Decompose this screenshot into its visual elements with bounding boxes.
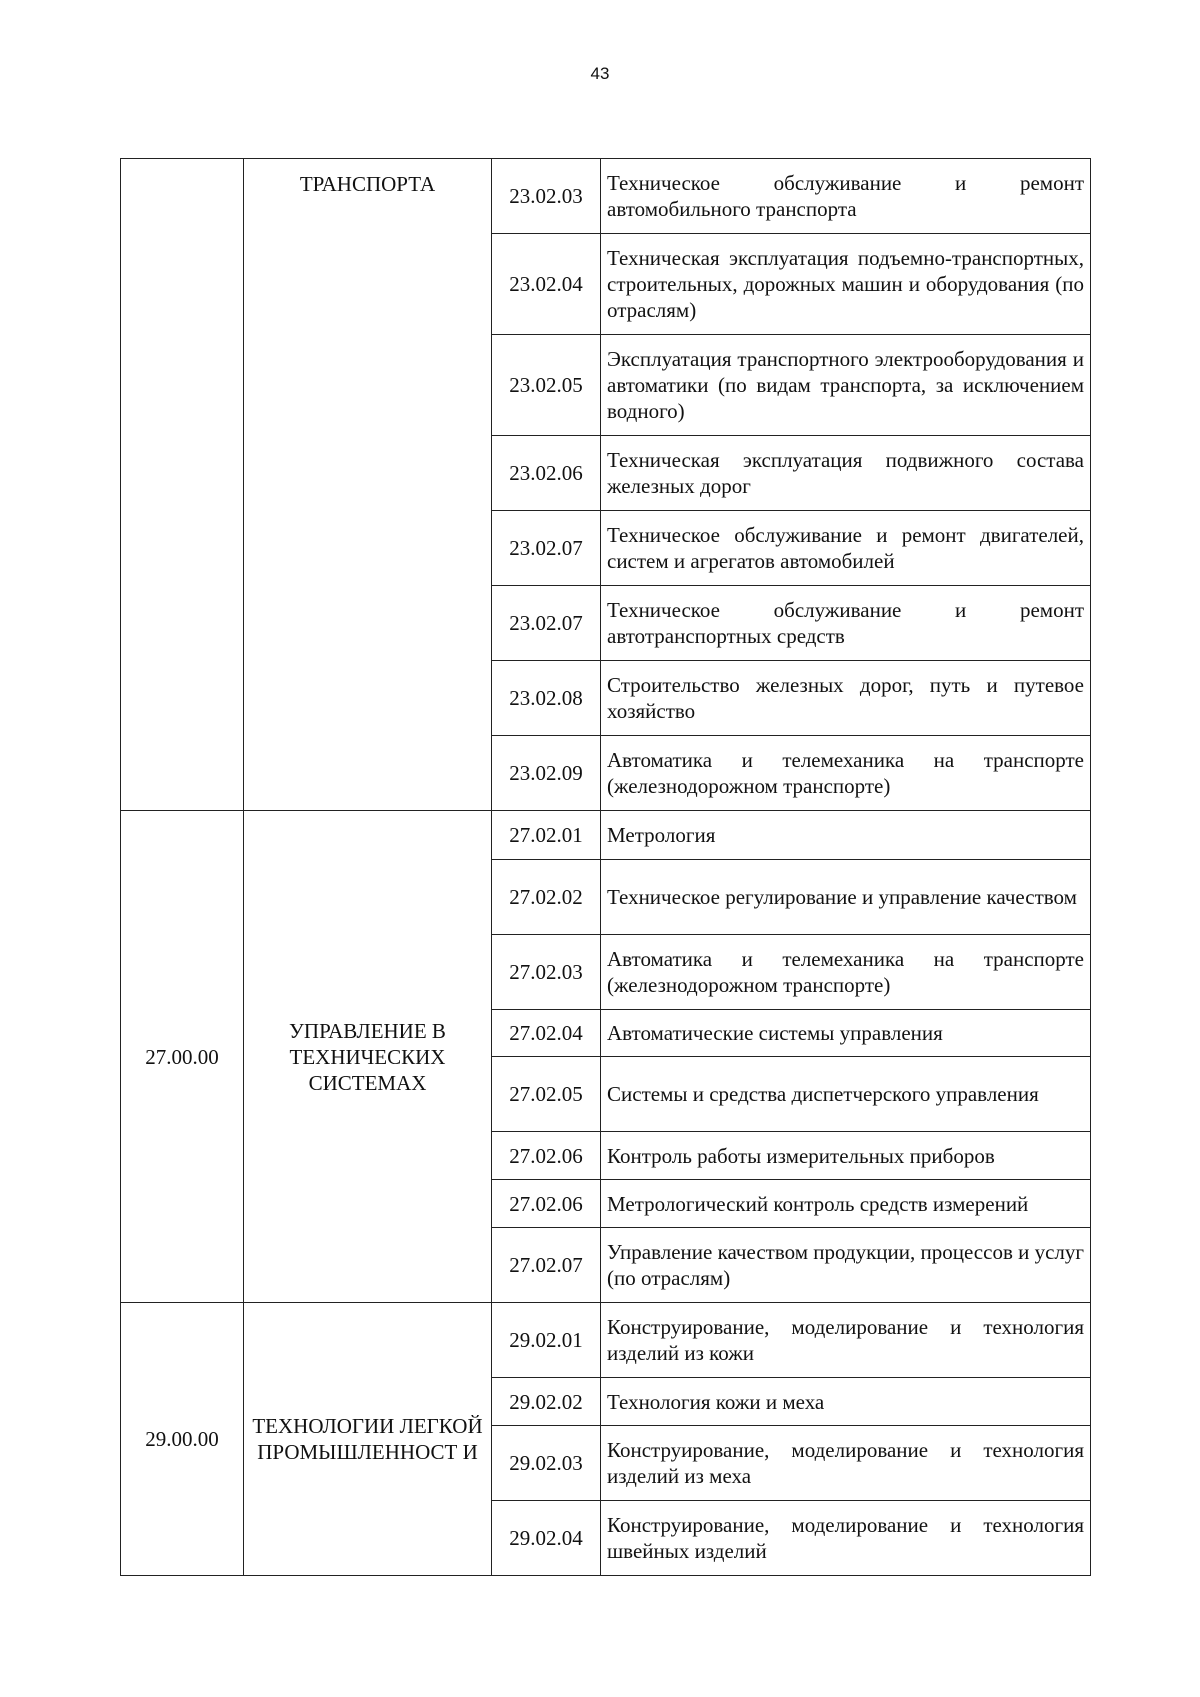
specialty-code-cell: 27.02.02	[492, 860, 601, 935]
specialties-table-body	[121, 159, 1091, 1576]
group-code-cell: 29.00.00	[121, 1303, 244, 1576]
specialty-name-cell: Конструирование, моделирование и технология швейных изделий	[601, 1501, 1091, 1576]
specialty-code-cell: 29.02.03	[492, 1426, 601, 1501]
specialty-code-cell: 27.02.05	[492, 1057, 601, 1132]
specialty-name-cell: Техническое регулирование и управление качеством	[601, 860, 1091, 935]
specialty-name-cell: Технология кожи и меха	[601, 1378, 1091, 1426]
specialty-name-cell: Эксплуатация транспортного электрооборудования и автоматики (по видам транспорта, за исключением водного)	[601, 335, 1091, 436]
table-row	[121, 1303, 1091, 1378]
specialty-code-cell: 23.02.05	[492, 335, 601, 436]
specialty-code-cell: 23.02.04	[492, 234, 601, 335]
specialty-name-cell: Конструирование, моделирование и технология изделий из кожи	[601, 1303, 1091, 1378]
specialty-code-cell: 23.02.07	[492, 511, 601, 586]
group-name-cell: ТРАНСПОРТА	[244, 159, 492, 811]
specialty-code-cell: 23.02.08	[492, 661, 601, 736]
table-row	[121, 159, 1091, 234]
specialty-name-cell: Техническая эксплуатация подвижного состава железных дорог	[601, 436, 1091, 511]
specialty-code-cell: 27.02.07	[492, 1228, 601, 1303]
page-number: 43	[590, 64, 610, 83]
specialty-name-cell: Управление качеством продукции, процессов и услуг (по отраслям)	[601, 1228, 1091, 1303]
specialty-name-cell: Строительство железных дорог, путь и путевое хозяйство	[601, 661, 1091, 736]
specialty-name-cell: Метрологический контроль средств измерений	[601, 1180, 1091, 1228]
specialty-name-cell: Техническая эксплуатация подъемно-транспортных, строительных, дорожных машин и оборудования (по отраслям)	[601, 234, 1091, 335]
specialties-table	[120, 158, 1091, 1576]
group-code-cell	[121, 159, 244, 811]
group-code-cell: 27.00.00	[121, 811, 244, 1303]
specialty-name-cell: Метрология	[601, 811, 1091, 860]
specialty-name-cell: Контроль работы измерительных приборов	[601, 1132, 1091, 1180]
specialty-code-cell: 23.02.07	[492, 586, 601, 661]
specialty-name-cell: Автоматические системы управления	[601, 1010, 1091, 1057]
specialty-code-cell: 29.02.01	[492, 1303, 601, 1378]
specialty-name-cell: Конструирование, моделирование и технология изделий из меха	[601, 1426, 1091, 1501]
specialty-code-cell: 29.02.02	[492, 1378, 601, 1426]
specialty-code-cell: 27.02.06	[492, 1132, 601, 1180]
specialty-code-cell: 23.02.03	[492, 159, 601, 234]
specialty-name-cell: Техническое обслуживание и ремонт автомобильного транспорта	[601, 159, 1091, 234]
group-name-cell: УПРАВЛЕНИЕ В ТЕХНИЧЕСКИХ СИСТЕМАХ	[244, 811, 492, 1303]
specialty-code-cell: 27.02.03	[492, 935, 601, 1010]
specialty-code-cell: 23.02.09	[492, 736, 601, 811]
specialty-code-cell: 29.02.04	[492, 1501, 601, 1576]
table-row	[121, 811, 1091, 860]
specialty-name-cell: Техническое обслуживание и ремонт двигателей, систем и агрегатов автомобилей	[601, 511, 1091, 586]
specialty-name-cell: Автоматика и телемеханика на транспорте (железнодорожном транспорте)	[601, 736, 1091, 811]
specialty-name-cell: Техническое обслуживание и ремонт автотранспортных средств	[601, 586, 1091, 661]
specialty-name-cell: Автоматика и телемеханика на транспорте (железнодорожном транспорте)	[601, 935, 1091, 1010]
specialty-code-cell: 27.02.06	[492, 1180, 601, 1228]
specialty-code-cell: 27.02.04	[492, 1010, 601, 1057]
specialty-code-cell: 23.02.06	[492, 436, 601, 511]
specialty-name-cell: Системы и средства диспетчерского управления	[601, 1057, 1091, 1132]
specialty-code-cell: 27.02.01	[492, 811, 601, 860]
group-name-cell: ТЕХНОЛОГИИ ЛЕГКОЙ ПРОМЫШЛЕННОСТ И	[244, 1303, 492, 1576]
